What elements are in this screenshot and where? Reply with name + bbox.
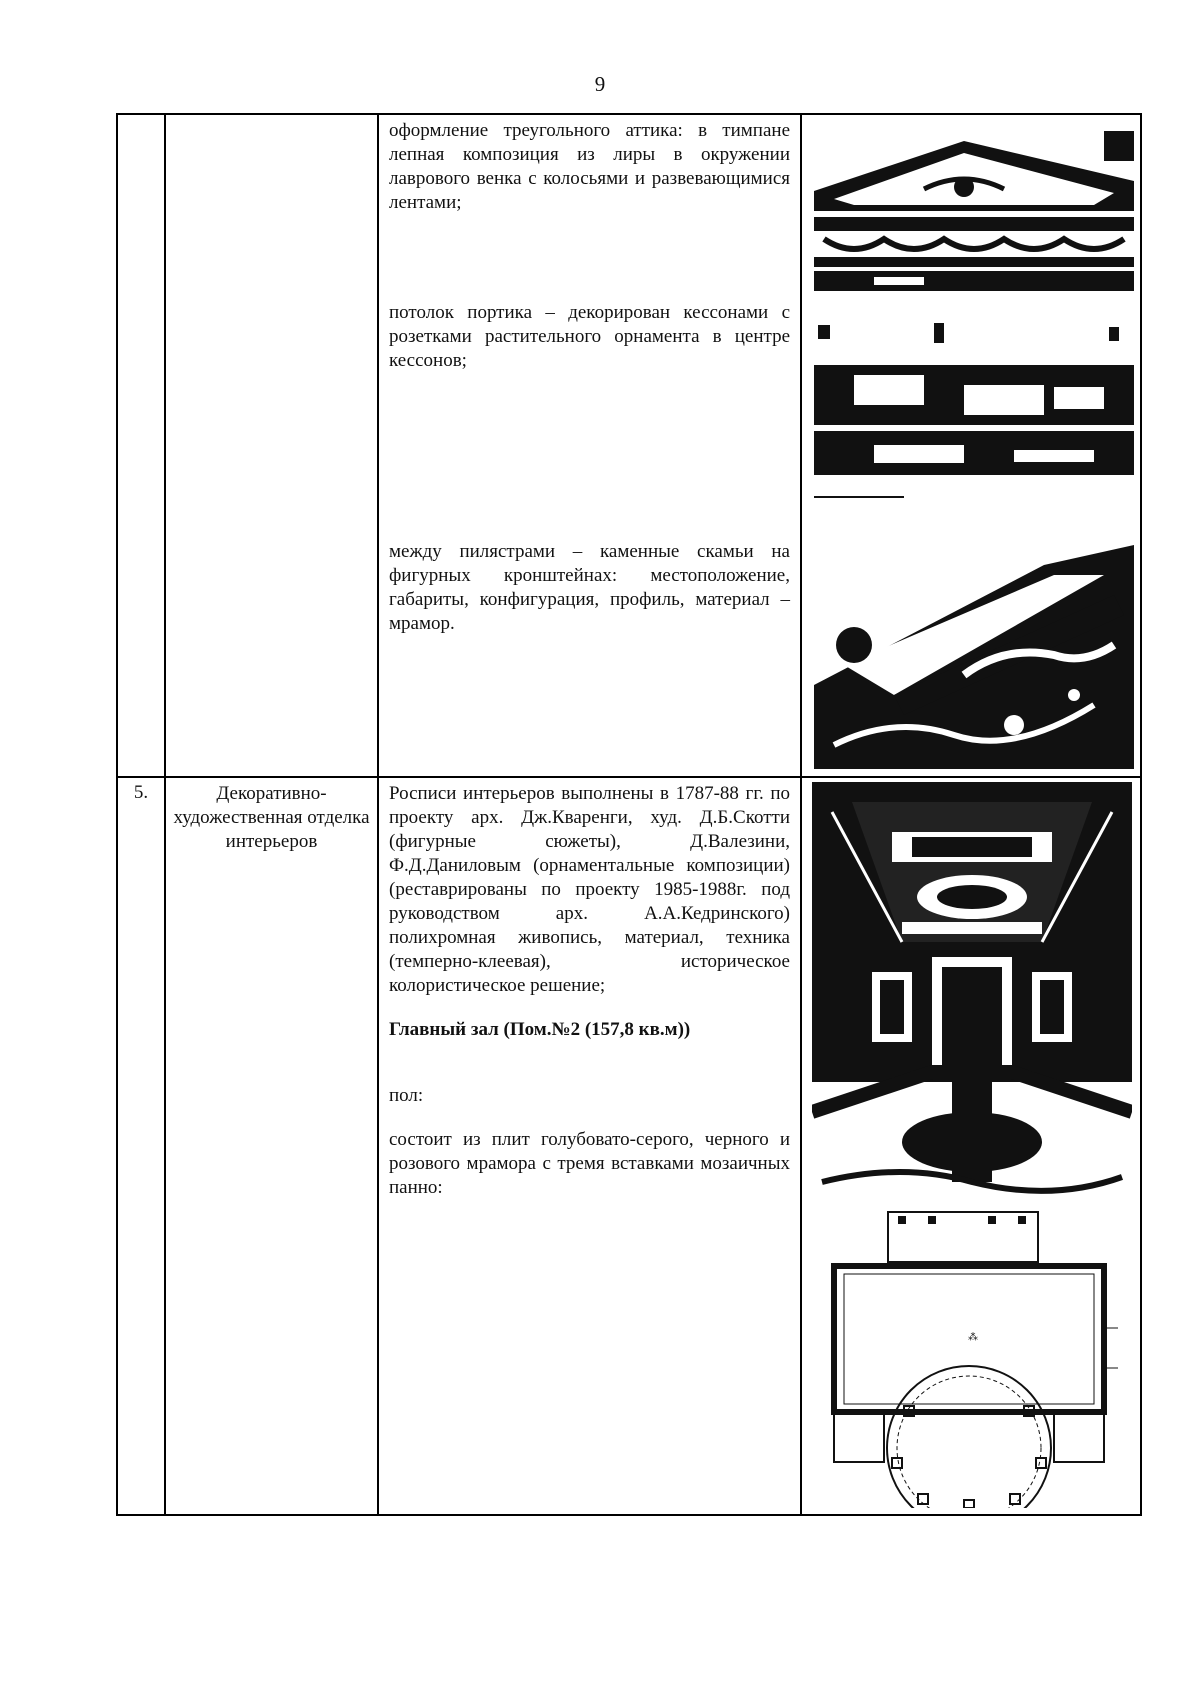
description-cell: [378, 114, 801, 777]
svg-text:⁂: ⁂: [968, 1332, 978, 1343]
description-cell: [378, 777, 801, 1515]
paragraph-floor-label: пол:: [389, 1085, 424, 1106]
paragraph-attic: оформление треугольного аттика: в тимпане лепная композиция из лиры в окружении лаврового венка с колосьями и развевающимися лентами;: [389, 120, 790, 213]
photo-stone-bench: [814, 545, 1134, 769]
table-row: [117, 114, 1141, 777]
photo-floor-plan: [818, 1208, 1130, 1508]
table-row: [117, 777, 1141, 1515]
photo-main-hall: [812, 782, 1132, 1200]
photo-pediment: [814, 131, 1134, 291]
row-name-cell: Декоративно-художественная отделка интерьеров: [165, 777, 378, 1515]
photo-portico-ceiling: [814, 305, 1134, 475]
paragraph-portico-ceiling: потолок портика – декорирован кессонами с розетками растительного орнамента в центре кессонов;: [389, 302, 790, 371]
row-number-cell: [117, 114, 165, 777]
photo-cell: [801, 777, 1141, 1515]
paragraph-floor-desc: состоит из плит голубовато-серого, черного и розового мрамора с тремя вставками мозаичных панно:: [389, 1129, 790, 1198]
row-name-cell: [165, 114, 378, 777]
paragraph-benches: между пилястрами – каменные скамьи на фигурных кронштейнах: местоположение, габариты, конфигурация, профиль, материал – мрамор.: [389, 541, 790, 634]
photo-cell: [801, 114, 1141, 777]
paragraph-paintings: Росписи интерьеров выполнены в 1787-88 гг. по проекту арх. Дж.Кваренги, худ. Д.Б.Скотти (фигурные сюжеты), Д.Валезини, Ф.Д.Даниловым (орнаментальные композиции) (реставрированы по проекту 1985-1988г. под руководством арх. А.А.Кедринского) полихромная живопись, материал, техника (темперно-клеевая), историческое колористическое решение;: [389, 783, 790, 996]
row-number-cell: 5.: [117, 777, 165, 1515]
monument-table: [116, 113, 1142, 1516]
paragraph-main-hall: Главный зал (Пом.№2 (157,8 кв.м)): [389, 1019, 691, 1040]
page-number: 9: [594, 72, 606, 96]
divider-line: [814, 496, 904, 498]
